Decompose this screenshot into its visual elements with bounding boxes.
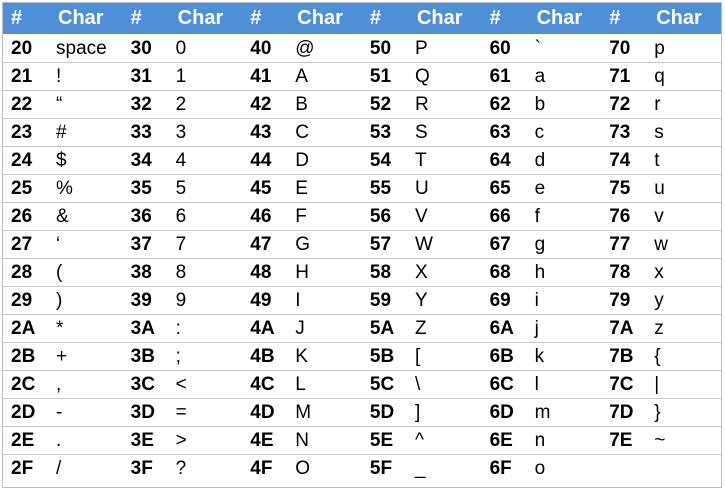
- hex-code-cell: 5B: [362, 343, 409, 371]
- hex-code-cell: 5A: [362, 315, 409, 343]
- hex-code-cell: 5F: [362, 455, 409, 483]
- character-cell: L: [289, 371, 362, 399]
- column-header-char: Char: [170, 3, 243, 35]
- hex-code-cell: 54: [362, 147, 409, 175]
- character-cell: ^: [409, 427, 482, 455]
- table-row: [3, 259, 721, 287]
- hex-code-cell: 63: [482, 119, 529, 147]
- hex-code-cell: 38: [123, 259, 170, 287]
- hex-code-cell: 26: [3, 203, 50, 231]
- hex-code-cell: 71: [601, 63, 648, 91]
- character-cell: V: [409, 203, 482, 231]
- hex-code-cell: 32: [123, 91, 170, 119]
- hex-code-cell: 3B: [123, 343, 170, 371]
- hex-code-cell: 6C: [482, 371, 529, 399]
- hex-code-cell: 41: [242, 63, 289, 91]
- character-cell: M: [289, 399, 362, 427]
- character-cell: B: [289, 91, 362, 119]
- hex-code-cell: 2D: [3, 399, 50, 427]
- character-cell: *: [50, 315, 123, 343]
- column-header-char: Char: [289, 3, 362, 35]
- character-cell: W: [409, 231, 482, 259]
- column-header-hex: #: [123, 3, 170, 35]
- hex-code-cell: 77: [601, 231, 648, 259]
- hex-code-cell: 6D: [482, 399, 529, 427]
- hex-code-cell: 43: [242, 119, 289, 147]
- hex-code-cell: 61: [482, 63, 529, 91]
- column-header-char: Char: [529, 3, 602, 35]
- character-cell: U: [409, 175, 482, 203]
- character-cell: O: [289, 455, 362, 483]
- character-cell: >: [170, 427, 243, 455]
- character-cell: [648, 455, 721, 483]
- character-cell: f: [529, 203, 602, 231]
- table-row: [3, 35, 721, 63]
- character-cell: 9: [170, 287, 243, 315]
- character-cell: g: [529, 231, 602, 259]
- table-row: [3, 119, 721, 147]
- table-row: [3, 371, 721, 399]
- hex-code-cell: 4B: [242, 343, 289, 371]
- hex-code-cell: 35: [123, 175, 170, 203]
- hex-code-cell: [601, 455, 648, 483]
- table-header: [3, 3, 721, 35]
- table-row: [3, 147, 721, 175]
- character-cell: p: [654, 38, 665, 59]
- hex-code-cell: 7A: [601, 315, 648, 343]
- character-cell: G: [289, 231, 362, 259]
- hex-code-cell: 23: [3, 119, 50, 147]
- hex-code-cell: 72: [601, 91, 648, 119]
- character-cell: w: [648, 231, 721, 259]
- hex-code-cell: 7C: [601, 371, 648, 399]
- character-cell: :: [170, 315, 243, 343]
- character-cell: |: [648, 371, 721, 399]
- character-cell: R: [409, 91, 482, 119]
- character-cell: K: [289, 343, 362, 371]
- hex-code-cell: 6B: [482, 343, 529, 371]
- character-cell: +: [50, 343, 123, 371]
- character-cell: 8: [170, 259, 243, 287]
- character-cell: q: [648, 63, 721, 91]
- character-cell: c: [529, 119, 602, 147]
- character-cell: &: [50, 203, 123, 231]
- hex-code-cell: 22: [3, 91, 50, 119]
- hex-code-cell: 60: [489, 38, 511, 59]
- hex-code-cell: 50: [369, 38, 392, 59]
- character-cell: X: [409, 259, 482, 287]
- character-cell: }: [648, 399, 721, 427]
- hex-code-cell: 76: [601, 203, 648, 231]
- hex-code-cell: 44: [242, 147, 289, 175]
- character-cell: e: [529, 175, 602, 203]
- character-cell: C: [289, 119, 362, 147]
- character-cell: F: [289, 203, 362, 231]
- hex-code-cell: 7D: [601, 399, 648, 427]
- hex-code-cell: 24: [3, 147, 50, 175]
- character-cell: Z: [409, 315, 482, 343]
- character-cell: d: [529, 147, 602, 175]
- hex-code-cell: 6F: [482, 455, 529, 483]
- character-cell: 1: [170, 63, 243, 91]
- hex-code-cell: 2B: [3, 343, 50, 371]
- hex-code-cell: 36: [123, 203, 170, 231]
- character-cell: 4: [170, 147, 243, 175]
- character-cell: \: [409, 371, 482, 399]
- character-cell: N: [289, 427, 362, 455]
- hex-code-cell: 48: [242, 259, 289, 287]
- character-cell: space: [56, 38, 107, 59]
- table-row: [3, 231, 721, 259]
- hex-code-cell: 29: [3, 287, 50, 315]
- table-row: [3, 203, 721, 231]
- table-row: [3, 399, 721, 427]
- hex-code-cell: 42: [242, 91, 289, 119]
- hex-code-cell: 3D: [123, 399, 170, 427]
- table-row: [3, 455, 721, 483]
- hex-code-cell: 46: [242, 203, 289, 231]
- character-cell: `: [534, 38, 541, 59]
- hex-code-cell: 3F: [123, 455, 170, 483]
- hex-code-cell: 55: [362, 175, 409, 203]
- hex-code-cell: 5E: [362, 427, 409, 455]
- hex-code-cell: 3C: [123, 371, 170, 399]
- hex-code-cell: 66: [482, 203, 529, 231]
- hex-code-cell: 6E: [482, 427, 529, 455]
- character-cell: j: [529, 315, 602, 343]
- character-cell: o: [529, 455, 602, 483]
- character-cell: =: [170, 399, 243, 427]
- hex-code-cell: 73: [601, 119, 648, 147]
- hex-code-cell: 79: [601, 287, 648, 315]
- hex-code-cell: 62: [482, 91, 529, 119]
- character-cell: 3: [170, 119, 243, 147]
- hex-code-cell: 69: [482, 287, 529, 315]
- column-header-hex: #: [362, 3, 409, 35]
- hex-code-cell: 27: [3, 231, 50, 259]
- hex-code-cell: 68: [482, 259, 529, 287]
- character-cell: ;: [170, 343, 243, 371]
- character-cell: P: [414, 38, 428, 59]
- character-cell: %: [50, 175, 123, 203]
- column-header-hex: #: [482, 3, 529, 35]
- hex-code-cell: 3E: [123, 427, 170, 455]
- hex-code-cell: 3A: [123, 315, 170, 343]
- character-cell: ~: [648, 427, 721, 455]
- character-cell: l: [529, 371, 602, 399]
- character-cell: D: [289, 147, 362, 175]
- hex-code-cell: 4A: [242, 315, 289, 343]
- hex-code-cell: 64: [482, 147, 529, 175]
- character-cell: r: [648, 91, 721, 119]
- hex-code-cell: 31: [123, 63, 170, 91]
- table-row: [3, 427, 721, 455]
- character-cell: <: [170, 371, 243, 399]
- table-row: [3, 315, 721, 343]
- character-cell: H: [289, 259, 362, 287]
- character-cell: ‘: [50, 231, 123, 259]
- character-cell: u: [648, 175, 721, 203]
- column-header-char: Char: [409, 3, 482, 35]
- table-row: [3, 63, 721, 91]
- hex-code-cell: 25: [3, 175, 50, 203]
- character-cell: @: [295, 38, 315, 59]
- hex-code-cell: 58: [362, 259, 409, 287]
- character-cell: x: [648, 259, 721, 287]
- column-header-char: Char: [648, 3, 721, 35]
- character-cell: (: [50, 259, 123, 287]
- character-cell: A: [289, 63, 362, 91]
- character-cell: {: [648, 343, 721, 371]
- character-cell: Q: [409, 63, 482, 91]
- character-cell: /: [50, 455, 123, 483]
- character-cell: h: [529, 259, 602, 287]
- hex-code-cell: 75: [601, 175, 648, 203]
- character-cell: a: [529, 63, 602, 91]
- character-cell: S: [409, 119, 482, 147]
- character-cell: t: [648, 147, 721, 175]
- hex-code-cell: 34: [123, 147, 170, 175]
- character-cell: v: [648, 203, 721, 231]
- character-cell: i: [529, 287, 602, 315]
- hex-code-cell: 59: [362, 287, 409, 315]
- character-cell: I: [289, 287, 362, 315]
- column-header-char: Char: [50, 3, 123, 35]
- hex-code-cell: 57: [362, 231, 409, 259]
- table-row: [3, 175, 721, 203]
- hex-code-cell: 28: [3, 259, 50, 287]
- hex-code-cell: 5C: [362, 371, 409, 399]
- character-cell: !: [50, 63, 123, 91]
- table-row: [3, 287, 721, 315]
- hex-code-cell: 53: [362, 119, 409, 147]
- character-cell: Y: [409, 287, 482, 315]
- hex-code-cell: 4D: [242, 399, 289, 427]
- character-cell: s: [648, 119, 721, 147]
- character-cell: b: [529, 91, 602, 119]
- table-row: [3, 343, 721, 371]
- hex-code-cell: 2E: [3, 427, 50, 455]
- hex-code-cell: 45: [242, 175, 289, 203]
- table-body: [3, 35, 721, 483]
- character-cell: _: [409, 455, 482, 483]
- hex-code-cell: 2C: [3, 371, 50, 399]
- hex-code-cell: 37: [123, 231, 170, 259]
- character-cell: ]: [409, 399, 482, 427]
- character-cell: 2: [170, 91, 243, 119]
- hex-code-cell: 4E: [242, 427, 289, 455]
- character-cell: $: [50, 147, 123, 175]
- ascii-table: [3, 3, 721, 482]
- table-row: [3, 91, 721, 119]
- character-cell: E: [289, 175, 362, 203]
- character-cell: m: [529, 399, 602, 427]
- hex-code-cell: 2A: [3, 315, 50, 343]
- character-cell: #: [50, 119, 123, 147]
- hex-code-cell: 21: [3, 63, 50, 91]
- character-cell: “: [50, 91, 123, 119]
- column-header-hex: #: [601, 3, 648, 35]
- character-cell: 7: [170, 231, 243, 259]
- character-cell: ): [50, 287, 123, 315]
- hex-code-cell: 20: [11, 38, 33, 59]
- column-header-hex: #: [242, 3, 289, 35]
- character-cell: z: [648, 315, 721, 343]
- hex-code-cell: 6A: [482, 315, 529, 343]
- hex-code-cell: 7B: [601, 343, 648, 371]
- hex-code-cell: 2F: [3, 455, 50, 483]
- hex-code-cell: 74: [601, 147, 648, 175]
- character-cell: k: [529, 343, 602, 371]
- character-cell: 6: [170, 203, 243, 231]
- character-cell: y: [648, 287, 721, 315]
- hex-code-cell: 7E: [601, 427, 648, 455]
- hex-code-cell: 30: [130, 38, 152, 59]
- hex-code-cell: 51: [362, 63, 409, 91]
- hex-code-cell: 4C: [242, 371, 289, 399]
- column-header-hex: #: [3, 3, 50, 35]
- character-cell: [: [409, 343, 482, 371]
- hex-code-cell: 5D: [362, 399, 409, 427]
- hex-code-cell: 4F: [242, 455, 289, 483]
- hex-code-cell: 47: [242, 231, 289, 259]
- hex-code-cell: 52: [362, 91, 409, 119]
- character-cell: n: [529, 427, 602, 455]
- character-cell: ?: [170, 455, 243, 483]
- header-row: [3, 3, 721, 35]
- character-cell: -: [50, 399, 123, 427]
- character-cell: ,: [50, 371, 123, 399]
- hex-code-cell: 70: [609, 38, 631, 59]
- character-cell: 0: [175, 38, 187, 59]
- hex-code-cell: 49: [242, 287, 289, 315]
- hex-code-cell: 78: [601, 259, 648, 287]
- character-cell: 5: [170, 175, 243, 203]
- character-cell: T: [409, 147, 482, 175]
- hex-code-cell: 65: [482, 175, 529, 203]
- character-cell: .: [50, 427, 123, 455]
- hex-code-cell: 56: [362, 203, 409, 231]
- hex-code-cell: 33: [123, 119, 170, 147]
- hex-code-cell: 39: [123, 287, 170, 315]
- hex-code-cell: 67: [482, 231, 529, 259]
- character-cell: J: [289, 315, 362, 343]
- hex-code-cell: 40: [250, 38, 272, 59]
